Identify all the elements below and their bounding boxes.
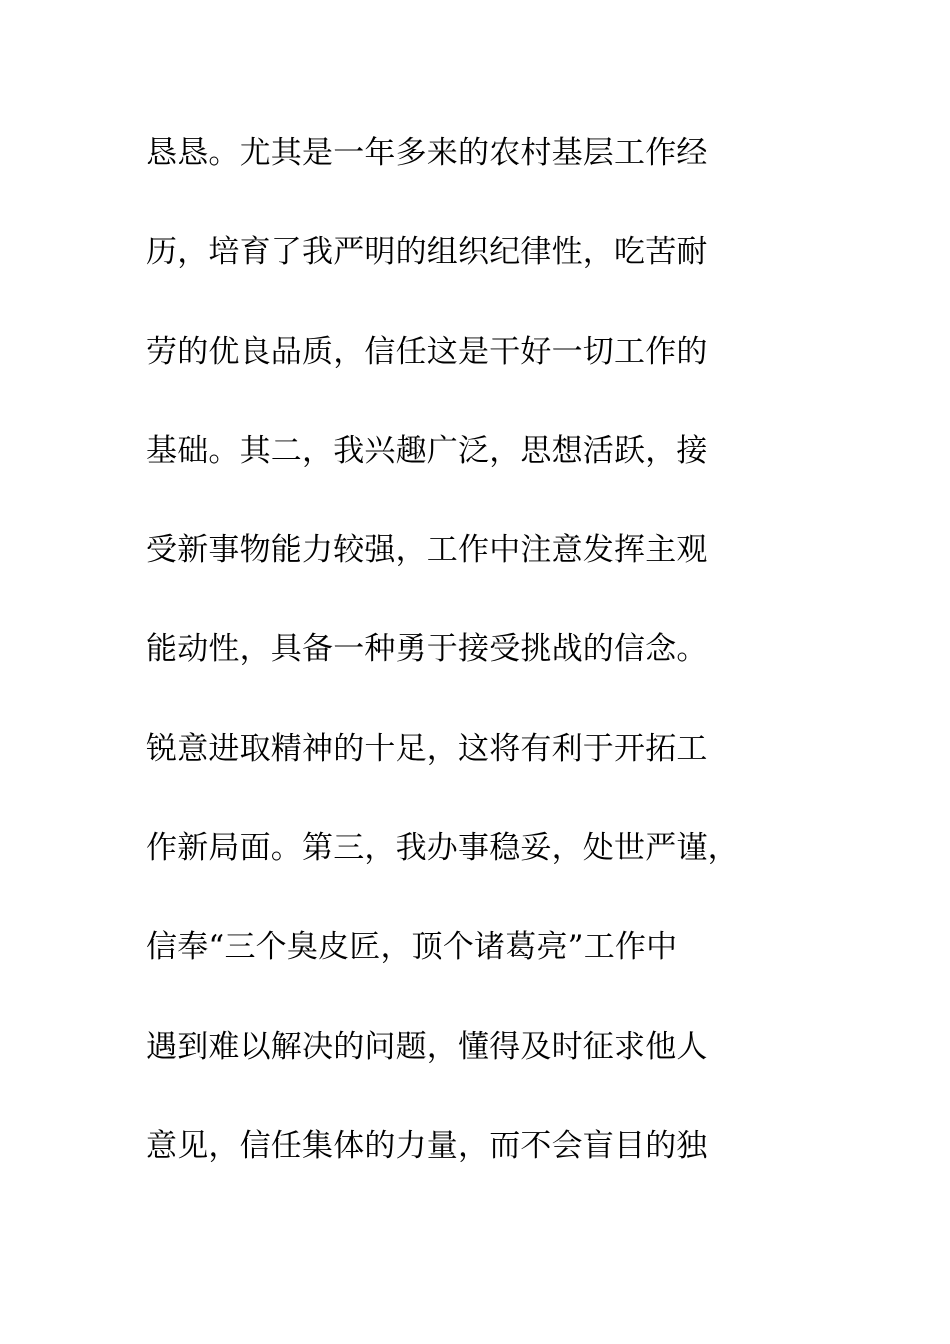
text-line: 恳恳。尤其是一年多来的农村基层工作经	[146, 135, 708, 171]
text-line: 历，培育了我严明的组织纪律性，吃苦耐	[146, 234, 708, 271]
text-line: 遇到难以解决的问题，懂得及时征求他人	[146, 1028, 708, 1065]
text-line: 基础。其二，我兴趣广泛，思想活跃，接	[146, 432, 708, 469]
text-line: 信奉“三个臭皮匠，顶个诸葛亮”工作中	[146, 929, 678, 966]
text-line: 能动性，具备一种勇于接受挑战的信念。	[146, 631, 708, 668]
body-text	[146, 121, 846, 1213]
text-line: 锐意进取精神的十足，这将有利于开拓工	[146, 730, 708, 767]
text-line: 作新局面。第三，我办事稳妥，处世严谨，	[146, 830, 739, 867]
text-line: 意见，信任集体的力量，而不会盲目的独	[146, 1127, 708, 1164]
text-line: 受新事物能力较强，工作中注意发挥主观	[146, 532, 708, 569]
text-line: 劳的优良品质，信任这是干好一切工作的	[146, 333, 708, 370]
